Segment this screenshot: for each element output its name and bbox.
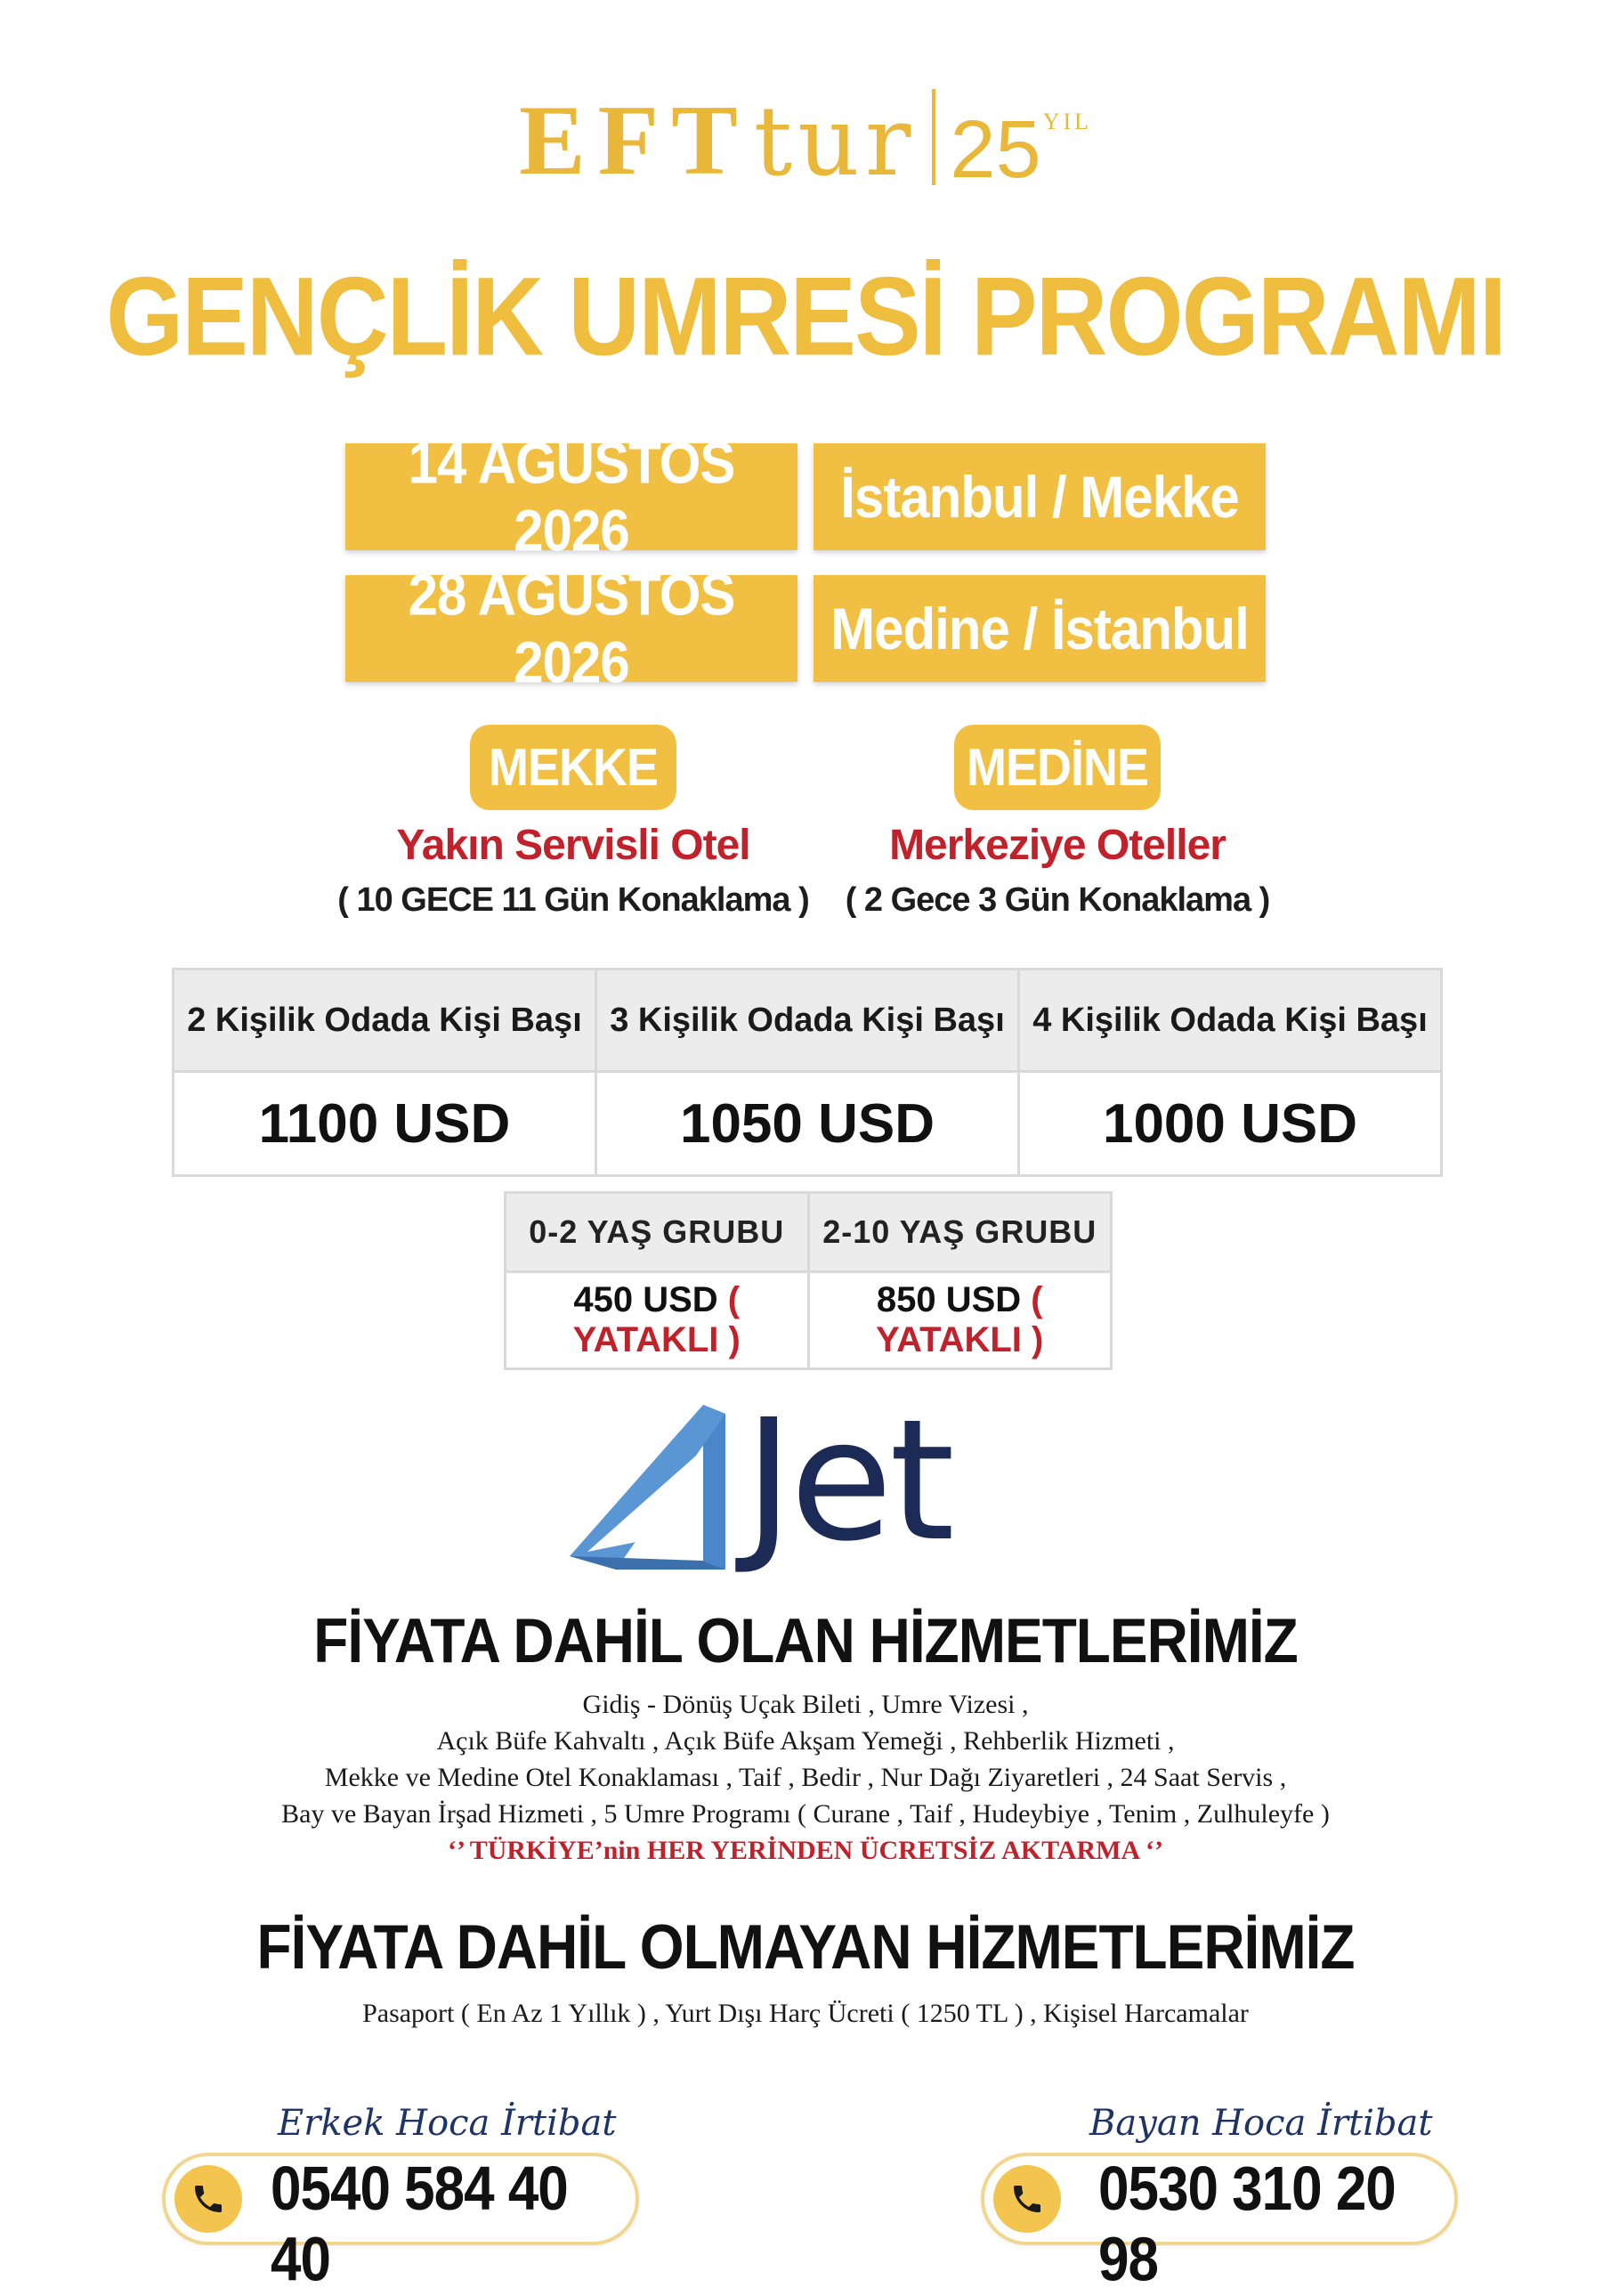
mekke-hotel: Yakın Servisli Otel bbox=[396, 822, 750, 869]
page-title: GENÇLİK UMRESİ PROGRAMI bbox=[106, 254, 1505, 379]
excluded-title: FİYATA DAHİL OLMAYAN HİZMETLERİMİZ bbox=[256, 1911, 1355, 1983]
ajet-logo-text: Jet bbox=[744, 1383, 951, 1578]
included-line-4: Bay ve Bayan İrşad Hizmeti , 5 Umre Programı ( Curane , Taif , Hudeybiye , Tenim , Zulhuleyfe ) bbox=[281, 1799, 1330, 1829]
return-route-box bbox=[814, 575, 1266, 682]
logo-tur: tur bbox=[753, 86, 917, 198]
child-value-row bbox=[506, 1272, 1112, 1369]
child-price-child: 850 USD bbox=[876, 1280, 1022, 1319]
child-header-row bbox=[506, 1193, 1112, 1272]
contact-pill-male[interactable] bbox=[162, 2153, 639, 2295]
child-header-child: 2-10 YAŞ GRUBU bbox=[808, 1193, 1112, 1272]
brand-logo bbox=[0, 85, 1611, 214]
mekke-badge bbox=[470, 725, 676, 810]
departure-date-box bbox=[345, 430, 797, 564]
departure-date: 14 AĞUSTOS 2026 bbox=[408, 430, 735, 564]
child-note-child: ( YATAKLI ) bbox=[876, 1280, 1044, 1359]
departure-route-box bbox=[814, 443, 1266, 550]
included-title-wrap bbox=[0, 1605, 1611, 1676]
medine-stay: ( 2 Gece 3 Gün Konaklama ) bbox=[845, 881, 1270, 919]
return-route: Medine / İstanbul bbox=[830, 596, 1249, 661]
child-header-infant: 0-2 YAŞ GRUBU bbox=[506, 1193, 809, 1272]
child-price-table bbox=[504, 1191, 1113, 1370]
contact-label-female: Bayan Hoca İrtibat bbox=[1089, 2103, 1433, 2144]
price-value-row bbox=[174, 1072, 1442, 1176]
price-triple: 1050 USD bbox=[596, 1072, 1019, 1176]
mekke-city: MEKKE bbox=[488, 738, 658, 797]
contact-phone-female-wrap bbox=[1098, 2154, 1454, 2295]
mekke-stay: ( 10 GECE 11 Gün Konaklama ) bbox=[337, 881, 809, 919]
price-quad: 1000 USD bbox=[1019, 1072, 1442, 1176]
excluded-line: Pasaport ( En Az 1 Yıllık ) , Yurt Dışı Harç Ücreti ( 1250 TL ) , Kişisel Harcamalar bbox=[362, 1999, 1249, 2028]
medine-badge bbox=[954, 725, 1161, 810]
departure-route: İstanbul / Mekke bbox=[840, 464, 1239, 530]
medine-city: MEDİNE bbox=[966, 738, 1148, 797]
ajet-logo bbox=[570, 1383, 1032, 1578]
logo-years: 25 bbox=[950, 104, 1041, 195]
contact-phone-male-wrap bbox=[271, 2154, 635, 2295]
phone-icon bbox=[174, 2165, 242, 2233]
price-double: 1100 USD bbox=[174, 1072, 596, 1176]
child-price-child-cell bbox=[808, 1272, 1112, 1369]
included-title: FİYATA DAHİL OLAN HİZMETLERİMİZ bbox=[313, 1605, 1298, 1676]
contact-phone-male[interactable]: 0540 584 40 40 bbox=[271, 2154, 568, 2295]
price-header-row bbox=[174, 970, 1442, 1072]
included-line-2: Açık Büfe Kahvaltı , Açık Büfe Akşam Yemeği , Rehberlik Hizmeti , bbox=[436, 1726, 1175, 1756]
phone-icon bbox=[993, 2165, 1061, 2233]
included-highlight: ‘’ TÜRKİYE’nin HER YERİNDEN ÜCRETSİZ AKTARMA ‘’ bbox=[448, 1836, 1163, 1865]
logo-divider bbox=[932, 89, 935, 185]
included-line-3: Mekke ve Medine Otel Konaklaması , Taif , Bedir , Nur Dağı Ziyaretleri , 24 Saat Servis , bbox=[324, 1763, 1287, 1792]
contact-label-male: Erkek Hoca İrtibat bbox=[278, 2103, 617, 2144]
child-price-infant-cell bbox=[506, 1272, 809, 1369]
included-line-1: Gidiş - Dönüş Uçak Bileti , Umre Vizesi , bbox=[582, 1690, 1029, 1719]
return-date: 28 AĞUSTOS 2026 bbox=[408, 562, 735, 695]
ajet-logo-mark bbox=[570, 1405, 748, 1574]
excluded-title-wrap bbox=[0, 1911, 1611, 1983]
price-header-double: 2 Kişilik Odada Kişi Başı bbox=[174, 970, 596, 1072]
child-price-infant: 450 USD bbox=[573, 1280, 718, 1319]
price-header-triple: 3 Kişilik Odada Kişi Başı bbox=[596, 970, 1019, 1072]
return-date-box bbox=[345, 562, 797, 695]
child-note-infant: ( YATAKLI ) bbox=[572, 1280, 741, 1359]
price-header-quad: 4 Kişilik Odada Kişi Başı bbox=[1019, 970, 1442, 1072]
price-table bbox=[172, 968, 1443, 1177]
contact-phone-female[interactable]: 0530 310 20 98 bbox=[1098, 2154, 1396, 2295]
medine-hotel: Merkeziye Oteller bbox=[889, 822, 1226, 869]
contact-pill-female[interactable] bbox=[981, 2153, 1458, 2295]
logo-eft: EFT bbox=[518, 85, 750, 196]
logo-yil: YIL bbox=[1042, 109, 1093, 134]
